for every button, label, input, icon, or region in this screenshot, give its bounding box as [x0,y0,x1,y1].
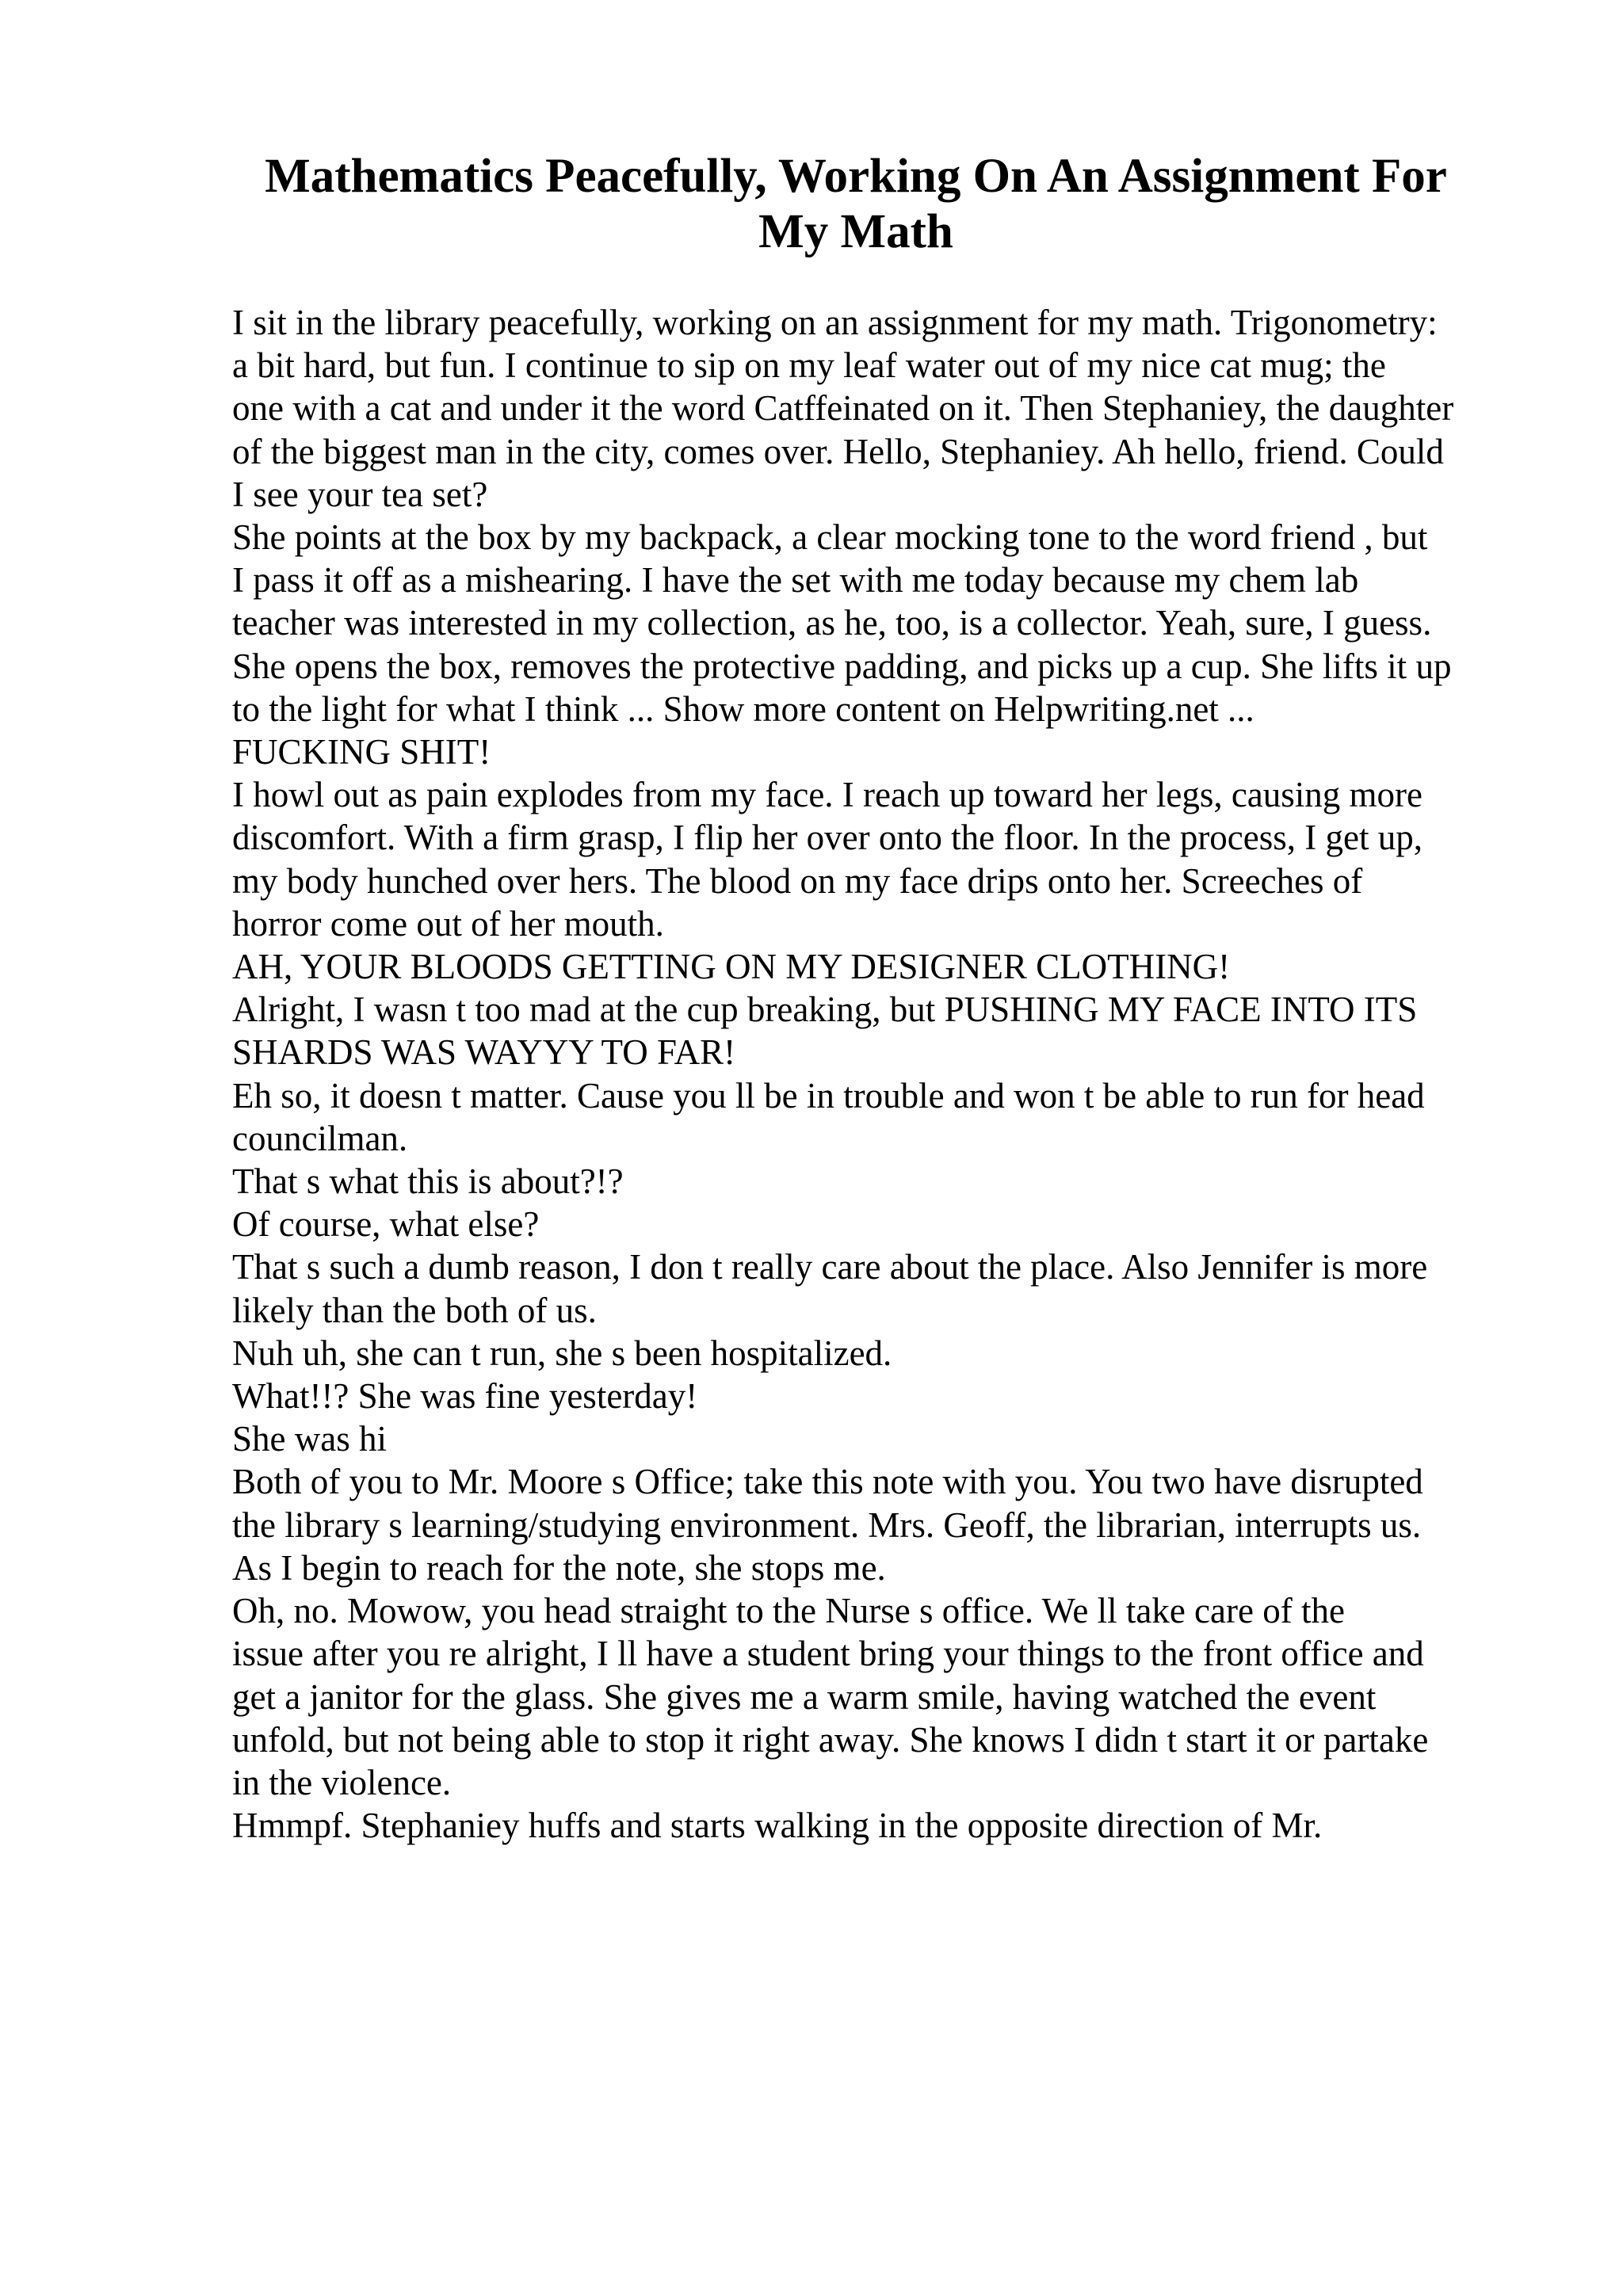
title-line-1: Mathematics Peacefully, Working On An Assignment For [265,150,1447,203]
body-line: unfold, but not being able to stop it right away. She knows I didn t start it or partake [232,1719,1429,1760]
body-line: I howl out as pain explodes from my face. I reach up toward her legs, causing more [232,775,1423,815]
body-line: my body hunched over hers. The blood on my face drips onto her. Screeches of [232,860,1363,901]
body-line: get a janitor for the glass. She gives me a warm smile, having watched the event [232,1676,1377,1717]
title-line-2: My Math [758,205,953,258]
body-line: to the light for what I think ... Show more content on Helpwriting.net ... [232,688,1254,729]
body-line: Alright, I wasn t too mad at the cup breaking, but PUSHING MY FACE INTO ITS [232,990,1418,1030]
body-line: Hmmpf. Stephaniey huffs and starts walking in the opposite direction of Mr. [232,1806,1323,1846]
body-line: a bit hard, but fun. I continue to sip on my leaf water out of my nice cat mug; the [232,345,1386,386]
body-line: issue after you re alright, I ll have a student bring your things to the front office and [232,1634,1424,1674]
body-line: councilman. [232,1118,408,1158]
document-body [232,301,1516,1847]
document-title [230,149,1482,260]
body-line: I sit in the library peacefully, working on an assignment for my math. Trigonometry: [232,303,1438,342]
body-line: FUCKING SHIT! [232,732,491,772]
body-line: teacher was interested in my collection, as he, too, is a collector. Yeah, sure, I guess. [232,603,1432,643]
body-line: one with a cat and under it the word Catffeinated on it. Then Stephaniey, the daughter [232,388,1454,429]
body-line: She opens the box, removes the protective padding, and picks up a cup. She lifts it up [232,646,1452,686]
body-line: She was hi [232,1419,387,1459]
body-line: What!!? She was fine yesterday! [232,1376,698,1417]
body-line: Both of you to Mr. Moore s Office; take this note with you. You two have disrupted [232,1462,1423,1502]
body-line: Eh so, it doesn t matter. Cause you ll be in trouble and won t be able to run for head [232,1075,1425,1116]
body-line: in the violence. [232,1762,452,1802]
body-line: the library s learning/studying environment. Mrs. Geoff, the librarian, interrupts us. [232,1505,1422,1545]
body-line: of the biggest man in the city, comes over. Hello, Stephaniey. Ah hello, friend. Could [232,431,1444,471]
body-line: I pass it off as a mishearing. I have the set with me today because my chem lab [232,560,1359,601]
body-line: That s what this is about?!? [232,1161,624,1202]
body-line: That s such a dumb reason, I don t really care about the place. Also Jennifer is more [232,1247,1428,1287]
body-line: She points at the box by my backpack, a clear mocking tone to the word friend , but [232,517,1428,558]
body-line: Nuh uh, she can t run, she s been hospitalized. [232,1333,892,1373]
body-line: horror come out of her mouth. [232,903,664,944]
body-line: SHARDS WAS WAYYY TO FAR! [232,1032,736,1073]
body-line: As I begin to reach for the note, she stops me. [232,1547,886,1588]
body-line: I see your tea set? [232,474,488,514]
body-line: likely than the both of us. [232,1290,597,1330]
body-line: discomfort. With a firm grasp, I flip her over onto the floor. In the process, I get up, [232,818,1423,858]
body-line: Of course, what else? [232,1204,540,1245]
body-line: AH, YOUR BLOODS GETTING ON MY DESIGNER CLOTHING! [232,947,1231,987]
body-line: Oh, no. Mowow, you head straight to the Nurse s office. We ll take care of the [232,1591,1345,1631]
